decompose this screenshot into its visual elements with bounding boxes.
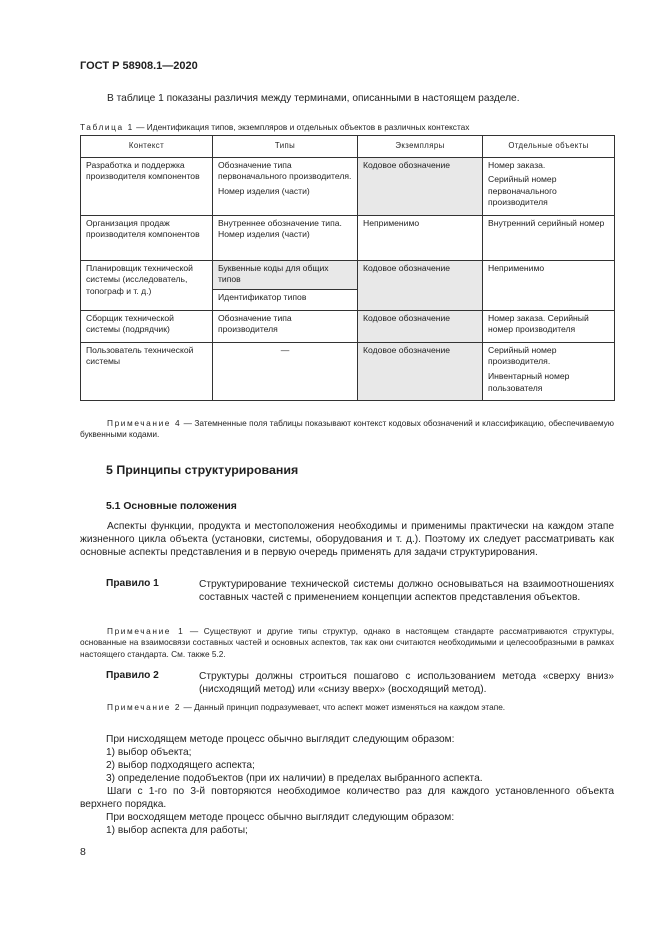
- cell-text: Серийный номер первоначального производителя: [488, 174, 557, 208]
- rule-text: Структурирование технической системы должно основываться на взаимоотношениях составных частей с применением концепции аспектов представления объектов.: [199, 579, 614, 603]
- cell-text: Инвентарный номер пользователя: [488, 370, 570, 393]
- intro-paragraph: В таблице 1 показаны различия между терминами, описанными в настоящем разделе.: [107, 93, 520, 104]
- cell-context: Организация продаж производителя компонентов: [81, 215, 213, 260]
- cell-types: [213, 157, 358, 215]
- list-item: 1) выбор аспекта для работы;: [106, 825, 248, 836]
- column-header-instances: Экземпляры: [358, 136, 483, 158]
- cell-context: Планировщик технической системы (исследователь, топограф и т. д.): [81, 260, 213, 310]
- cell-instances: Кодовое обозначение: [358, 157, 483, 215]
- rule-label: Правило 2: [106, 670, 159, 681]
- topdown-intro: При нисходящем методе процесс обычно выглядит следующим образом:: [106, 734, 455, 745]
- column-header-objects: Отдельные объекты: [483, 136, 615, 158]
- list-item: 1) выбор объекта;: [106, 747, 192, 758]
- section-heading: 5 Принципы структурирования: [106, 463, 299, 477]
- cell-context: Сборщик технической системы (подрядчик): [81, 310, 213, 342]
- cell-text: Серийный номер производителя.: [488, 344, 557, 367]
- rule-text: Структуры должны строиться пошагово с использованием метода «сверху вниз» (нисходящий метод) или «снизу вверх» (восходящий метод).: [199, 671, 614, 695]
- table-row: [81, 260, 615, 289]
- topdown-repeat: Шаги с 1-го по 3-й повторяются необходимое количество раз для каждого установленного объекта верхнего порядка.: [80, 786, 614, 810]
- column-header-context: Контекст: [81, 136, 213, 158]
- cell-types: Буквенные коды для общих типов: [213, 260, 358, 289]
- cell-objects: Номер заказа. Серийный номер производителя: [483, 310, 615, 342]
- cell-context: Пользователь технической системы: [81, 342, 213, 400]
- cell-types: Обозначение типа производителя: [213, 310, 358, 342]
- document-code: ГОСТ Р 58908.1—2020: [80, 60, 198, 72]
- cell-instances: Кодовое обозначение: [358, 310, 483, 342]
- table-row: [81, 215, 615, 260]
- cell-objects: [483, 157, 615, 215]
- cell-instances: Неприменимо: [358, 215, 483, 260]
- note-label: Примечание 4: [107, 418, 182, 428]
- note-1: [80, 626, 614, 660]
- cell-text: Обозначение типа первоначального производителя.: [218, 159, 352, 182]
- table-header-row: [81, 136, 615, 158]
- rule-label: Правило 1: [106, 578, 159, 589]
- cell-text: Номер заказа.: [488, 159, 546, 170]
- list-item: 3) определение подобъектов (при их наличии) в пределах выбранного аспекта.: [106, 773, 483, 784]
- cell-instances: Кодовое обозначение: [358, 260, 483, 310]
- table-caption-text: — Идентификация типов, экземпляров и отдельных объектов в различных контекстах: [133, 122, 470, 132]
- cell-types: Внутреннее обозначение типа. Номер изделия (части): [213, 215, 358, 260]
- table-row: [81, 310, 615, 342]
- bottomup-intro: При восходящем методе процесс обычно выглядит следующим образом:: [106, 812, 455, 823]
- column-header-types: Типы: [213, 136, 358, 158]
- cell-types: —: [213, 342, 358, 400]
- note-text: — Данный принцип подразумевает, что аспект может изменяться на каждом этапе.: [181, 702, 506, 712]
- identification-table: [80, 135, 615, 401]
- cell-text: Номер изделия (части): [218, 185, 310, 196]
- cell-instances: Кодовое обозначение: [358, 342, 483, 400]
- note-2: [80, 702, 614, 713]
- list-item: 2) выбор подходящего аспекта;: [106, 760, 255, 771]
- table-caption-label: Таблица 1: [80, 122, 134, 132]
- table-row: [81, 342, 615, 400]
- cell-types: Идентификатор типов: [213, 289, 358, 310]
- note-label: Примечание 2: [107, 702, 182, 712]
- subsection-heading: 5.1 Основные положения: [106, 501, 237, 512]
- cell-objects: [483, 342, 615, 400]
- table-row: [81, 157, 615, 215]
- paragraph: Аспекты функции, продукта и местоположения необходимы и применимы практически на каждом этапе жизненного цикла объекта (установки, системы, оборудования и т. д.). Поэтому их следует рассматривать как основные аспекты представления и в первую очередь применять для задачи структурирования.: [80, 521, 614, 558]
- note-text: — Существуют и другие типы структур, однако в настоящем стандарте рассматриваются структуры, основанные на взаимосвязи составных частей и основных аспектов, так как они считаются необходимыми и целесообразными в рамках настоящего стандарта. См. также 5.2.: [80, 626, 614, 659]
- page-number: 8: [80, 846, 86, 858]
- note-4: [80, 418, 614, 441]
- cell-objects: Внутренний серийный номер: [483, 215, 615, 260]
- note-text: — Затемненные поля таблицы показывают контекст кодовых обозначений и классификацию, обеспечиваемую буквенными кодами.: [80, 418, 614, 440]
- cell-objects: Неприменимо: [483, 260, 615, 310]
- table-caption: [80, 122, 469, 132]
- cell-context: Разработка и поддержка производителя компонентов: [81, 157, 213, 215]
- note-label: Примечание 1: [107, 626, 185, 636]
